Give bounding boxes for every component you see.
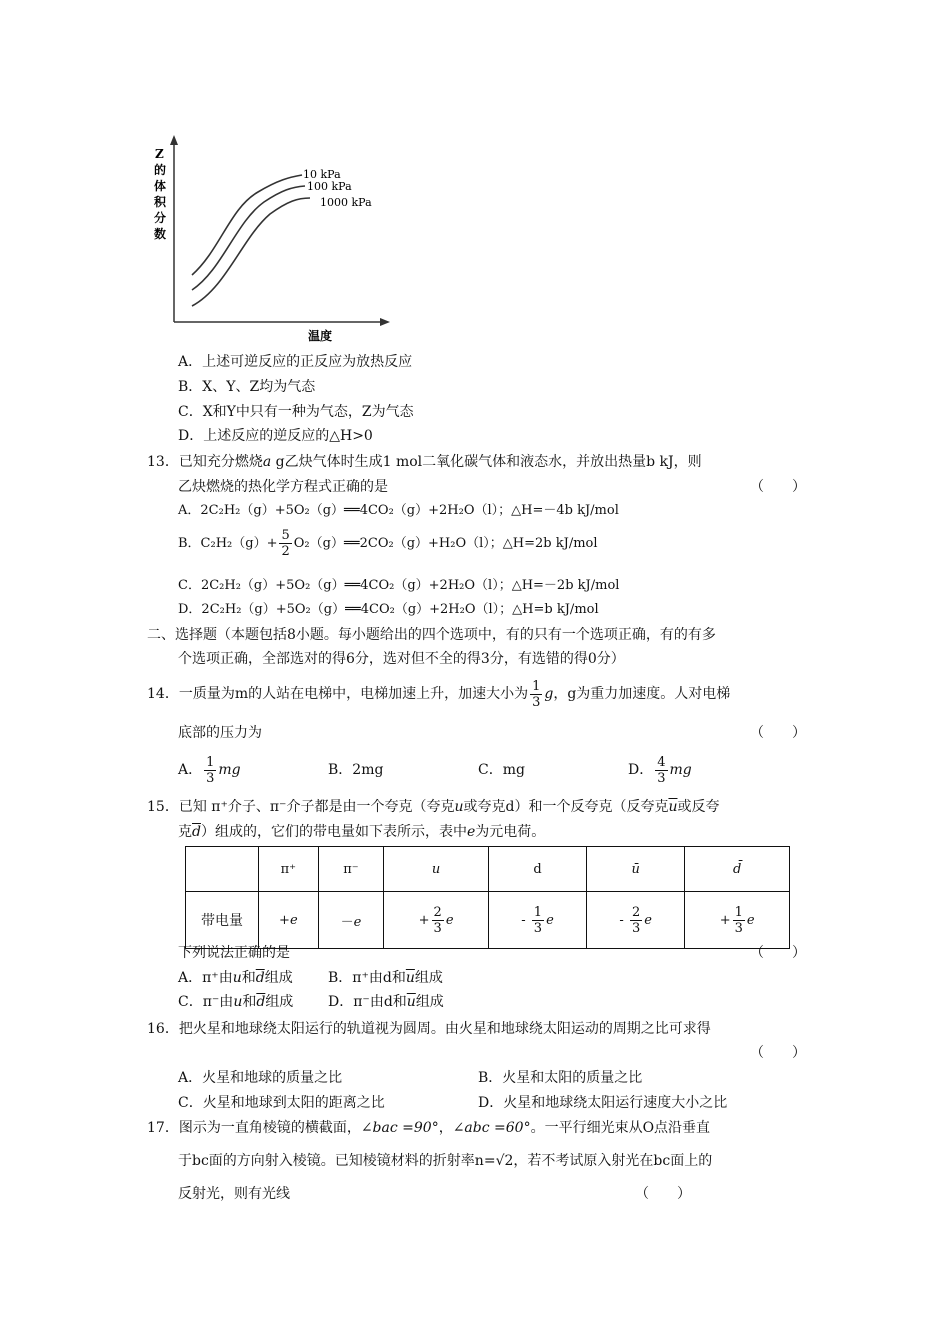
q12-option-a: A．上述可逆反应的正反应为放热反应 — [178, 354, 413, 370]
q14-stem: 14．一质量为m的人站在电梯中，电梯加速上升，加速大小为 $\frac{1}{3}$ g，g为重力加速度。人对电梯 — [147, 678, 731, 710]
charge-cell-ubar: - $\frac{2}{3}$ e — [587, 892, 685, 949]
q17-stem-line1: 17．图示为一直角棱镜的横截面，∠bac =90°，∠abc =60°。一平行细光束从O点沿垂直 — [147, 1120, 711, 1136]
q17-stem-line2: 于bc面的方向射入棱镜。已知棱镜材料的折射率n=√2，若不考试原入射光在bc面上的 — [178, 1153, 713, 1169]
y-axis-arrow — [170, 135, 178, 145]
curve-label-1000kpa: 1000 kPa — [320, 196, 372, 209]
header-cell-ubar: ū — [587, 847, 685, 892]
q15-option-b: B．π⁺由d和$\overline{u}$组成 — [328, 970, 443, 986]
q16-option-a: A．火星和地球的质量之比 — [178, 1070, 343, 1086]
charge-table — [185, 846, 790, 949]
q17-stem-line3: 反射光，则有光线 — [178, 1186, 290, 1202]
q16-option-d: D．火星和地球绕太阳运行速度大小之比 — [478, 1095, 728, 1111]
charge-cell-pi-plus: +e — [259, 892, 319, 949]
q15-prompt: 下列说法正确的是 — [178, 945, 290, 961]
q15-stem-line2: 克$\overline{d}$）组成的，它们的带电量如下表所示，表中e为元电荷。 — [178, 824, 546, 840]
x-axis-arrow — [380, 318, 390, 326]
charge-cell-pi-minus: －e — [318, 892, 384, 949]
header-cell-empty — [186, 847, 259, 892]
header-cell-pi-plus: π⁺ — [259, 847, 319, 892]
section2-heading-line1: 二、选择题（本题包括8小题。每小题给出的四个选项中，有的只有一个选项正确，有的有多 — [147, 627, 716, 643]
q13-option-b: B．C₂H₂（g）+ $\frac{5}{2}$ O₂（g）══2CO₂（g）+H₂O（l）；△H=2b kJ/mol — [178, 528, 598, 559]
q15-stem-line1: 15．已知 π⁺介子、π⁻介子都是由一个夸克（夸克u或夸克d）和一个反夸克（反夸克$\overline{u}$或反夸 — [147, 799, 720, 815]
q16-option-b: B．火星和太阳的质量之比 — [478, 1070, 643, 1086]
q13-stem: 13．已知充分燃烧a g乙炔气体时生成1 mol二氧化碳气体和液态水，并放出热量b kJ，则 — [147, 454, 702, 470]
q13-frac: $\frac{5}{2}$ — [281, 528, 290, 559]
y-label-1: 的 — [154, 163, 167, 177]
y-label-2: 体 — [154, 179, 167, 193]
y-label-5: 数 — [154, 227, 167, 241]
charge-cell-u: + $\frac{2}{3}$ e — [384, 892, 489, 949]
q14-option-d: D． $\frac{4}{3}$ mg — [628, 754, 692, 786]
q14-answer-bracket: （ ） — [750, 725, 806, 741]
x-axis-label: 温度 — [308, 329, 333, 343]
q14-option-c: C．mg — [478, 762, 525, 778]
volume-fraction-temperature-graph — [140, 130, 400, 345]
q13-option-d: D．2C₂H₂（g）+5O₂（g）══4CO₂（g）+2H₂O（l）；△H=b kJ/mol — [178, 602, 599, 617]
q15-option-d: D．π⁻由d和$\overline{u}$组成 — [328, 994, 444, 1010]
q14-stem-line2: 底部的压力为 — [178, 725, 262, 741]
charge-table-header — [186, 847, 790, 892]
q16-answer-bracket: （ ） — [750, 1045, 806, 1061]
q15-answer-bracket: （ ） — [750, 945, 806, 961]
curve-label-100kpa: 100 kPa — [307, 180, 352, 193]
charge-cell-dbar: + $\frac{1}{3}$ e — [685, 892, 790, 949]
q15-option-a: A．π⁺由u和$\overline{d}$组成 — [178, 970, 293, 986]
q12-option-c: C．X和Y中只有一种为气态，Z为气态 — [178, 404, 414, 420]
q15-option-c: C．π⁻由u和$\overline{d}$组成 — [178, 994, 294, 1010]
charge-cell-d: - $\frac{1}{3}$ e — [488, 892, 586, 949]
q17-answer-bracket: （ ） — [635, 1186, 691, 1202]
curve-label-10kpa: 10 kPa — [303, 168, 341, 181]
charge-table-row — [186, 892, 790, 949]
q13-option-a: A．2C₂H₂（g）+5O₂（g）══4CO₂（g）+2H₂O（l）；△H=－4b kJ/mol — [178, 503, 619, 518]
header-cell-d: d — [488, 847, 586, 892]
header-cell-pi-minus: π⁻ — [318, 847, 384, 892]
y-label-4: 分 — [154, 211, 167, 225]
q14-option-a: A． $\frac{1}{3}$ mg — [178, 754, 241, 786]
row-label: 带电量 — [186, 892, 259, 949]
y-label-0: Z — [155, 147, 164, 161]
q16-option-c: C．火星和地球到太阳的距离之比 — [178, 1095, 385, 1111]
q13-stem-line2: 乙炔燃烧的热化学方程式正确的是 — [178, 479, 388, 495]
header-cell-u: u — [384, 847, 489, 892]
q12-option-b: B．X、Y、Z均为气态 — [178, 379, 316, 395]
q12-option-d: D．上述反应的逆反应的△H>0 — [178, 428, 373, 444]
q13-option-c: C．2C₂H₂（g）+5O₂（g）══4CO₂（g）+2H₂O（l）；△H=－2b kJ/mol — [178, 578, 620, 593]
section2-heading-line2: 个选项正确，全部选对的得6分，选对但不全的得3分，有选错的得0分） — [178, 651, 625, 667]
sqrt-2: √2 — [495, 1153, 514, 1169]
q14-option-b: B．2mg — [328, 762, 384, 778]
y-label-3: 积 — [154, 195, 167, 209]
header-cell-dbar: d̄ — [685, 847, 790, 892]
q13-answer-bracket: （ ） — [750, 479, 806, 495]
q16-stem: 16．把火星和地球绕太阳运行的轨道视为圆周。由火星和地球绕太阳运动的周期之比可求得 — [147, 1021, 711, 1037]
